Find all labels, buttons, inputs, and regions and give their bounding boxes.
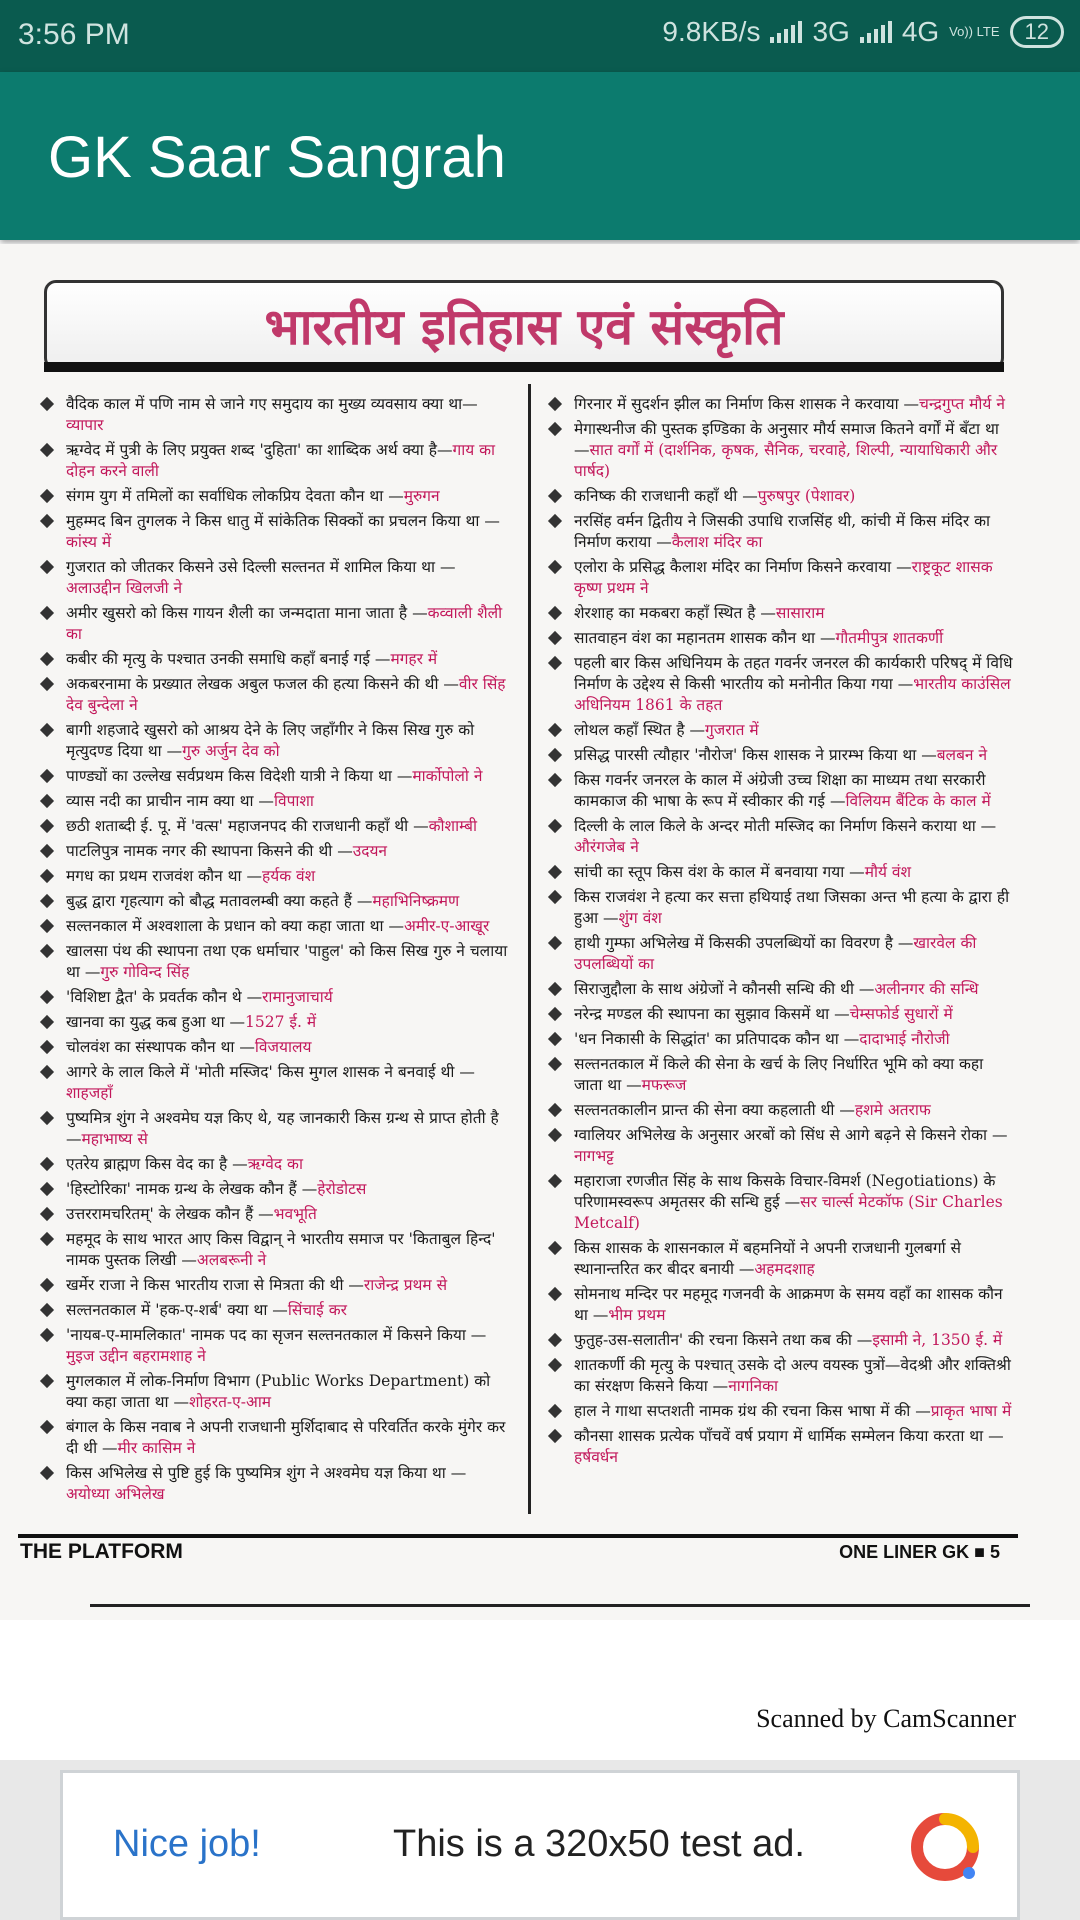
bullet-icon [548, 890, 562, 904]
gk-item [38, 1037, 508, 1058]
gk-item [546, 511, 1016, 553]
bullet-icon [40, 769, 54, 783]
gk-question: सांची का स्तूप किस वंश के काल में बनवाया गया — [574, 863, 865, 881]
bullet-icon [548, 422, 562, 436]
bullet-icon [548, 1032, 562, 1046]
gk-item [38, 1275, 508, 1296]
status-time: 3:56 PM [18, 18, 130, 51]
gk-answer: पुरुषपुर (पेशावर) [757, 487, 856, 505]
gk-question: शेरशाह का मकबरा कहाँ स्थित है — [574, 604, 776, 622]
gk-question: एलोरा के प्रसिद्ध कैलाश मंदिर का निर्माण किसने करवाया — [574, 558, 912, 576]
gk-item [546, 1330, 1016, 1351]
bullet-icon [40, 990, 54, 1004]
gk-item [546, 1054, 1016, 1096]
gk-answer: अयोध्या अभिलेख [66, 1485, 165, 1503]
gk-item [546, 419, 1016, 482]
gk-question: किस शासक के शासनकाल में बहमनियों ने अपनी राजधानी गुलबर्गा से स्थानान्तरित कर बीदर बनायी — [574, 1239, 962, 1278]
scanned-page-image[interactable] [0, 244, 1080, 1620]
gk-question: किस अभिलेख से पुष्टि हुई कि पुष्यमित्र शुंग ने अश्वमेघ यज्ञ किया था — [66, 1464, 467, 1482]
gk-question: फुतुह-उस-सलातीन' की रचना किसने तथा कब की — [574, 1331, 873, 1349]
bullet-icon [548, 773, 562, 787]
net-speed: 9.8KB/s [662, 16, 761, 47]
bullet-icon [40, 397, 54, 411]
gk-item [38, 1062, 508, 1104]
bullet-icon [548, 819, 562, 833]
gk-question: उत्तररामचरितम्' के लेखक कौन हैं — [66, 1205, 274, 1223]
gk-answer: मुइज उद्दीन बहरामशाह ने [66, 1347, 206, 1365]
bullet-icon [40, 1374, 54, 1388]
gk-question: 'विशिष्टा द्वैत' के प्रवर्तक कौन थे — [66, 988, 263, 1006]
gk-item [546, 1355, 1016, 1397]
gk-question: पहली बार किस अधिनियम के तहत गवर्नर जनरल की कार्यकारी परिषद् में विधि निर्माण के उद्देश्य से किसी भारतीय को मनोनीत किया गया — [574, 654, 1013, 693]
gk-question: महमूद के साथ भारत आए किस विद्वान् ने भारतीय समाज पर 'किताबुल हिन्द' नामक पुस्तक लिखी — [66, 1230, 496, 1269]
bullet-icon [548, 397, 562, 411]
bullet-icon [40, 1111, 54, 1125]
gk-item [546, 1004, 1016, 1025]
gk-question: पाण्ड्यों का उल्लेख सर्वप्रथम किस विदेशी यात्री ने किया था — [66, 767, 413, 785]
gk-question: सोमनाथ मन्दिर पर महमूद गजनवी के आक्रमण के समय वहाँ का शासक कौन था — [574, 1285, 1003, 1324]
gk-question: मुहम्मद बिन तुगलक ने किस धातु में सांकेतिक सिक्कों का प्रचलन किया था — [66, 512, 500, 530]
gk-question: मुगलकाल में लोक-निर्माण विभाग (Public Works Department) को क्या कहा जाता था — [66, 1372, 491, 1411]
bullet-icon [40, 514, 54, 528]
bullet-icon [548, 865, 562, 879]
bullet-icon [548, 1287, 562, 1301]
ad-nice-text: Nice job! [113, 1823, 261, 1865]
column-divider [528, 384, 531, 1514]
gk-item [546, 862, 1016, 883]
gk-question: व्यास नदी का प्राचीन नाम क्या था — [66, 792, 274, 810]
gk-question: सिराजुद्दौला के साथ अंग्रेजों ने कौनसी सन्धि की थी — [574, 980, 875, 998]
gk-answer: राष्ट्रकूट शासक कृष्ण प्रथम ने [574, 558, 993, 597]
gk-question: बुद्ध द्वारा गृहत्याग को बौद्ध मतावलम्बी क्या कहते हैं — [66, 892, 373, 910]
gk-item [38, 511, 508, 553]
gk-item [38, 1417, 508, 1459]
gk-question: प्रसिद्ध पारसी त्यौहार 'नौरोज' किस शासक ने प्रारम्भ किया था — [574, 746, 937, 764]
ad-logo-icon [909, 1811, 981, 1883]
gk-item [546, 1426, 1016, 1468]
gk-item [546, 1238, 1016, 1280]
bullet-icon [40, 869, 54, 883]
gk-question: पाटलिपुत्र नामक नगर की स्थापना किसने की थी — [66, 842, 353, 860]
bullet-icon [548, 1057, 562, 1071]
bullet-icon [548, 1241, 562, 1255]
battery-icon: 12 [1010, 16, 1064, 48]
gk-question: 'हिस्टोरिका' नामक ग्रन्थ के लेखक कौन हैं — [66, 1180, 318, 1198]
gk-question: अकबरनामा के प्रख्यात लेखक अबुल फजल की हत्या किसने की थी — [66, 675, 459, 693]
gk-question: कबीर की मृत्यु के पश्चात उनकी समाधि कहाँ बनाई गई — [66, 650, 391, 668]
gk-question: वैदिक काल में पणि नाम से जाने गए समुदाय का मुख्य व्यवसाय क्या था— [66, 395, 478, 413]
ad-banner[interactable] [60, 1770, 1020, 1920]
gk-item [38, 866, 508, 887]
gk-answer: मीर कासिम ने [117, 1439, 196, 1457]
bullet-icon [548, 1174, 562, 1188]
gk-answer: सासाराम [775, 604, 825, 622]
left-column [38, 394, 508, 1509]
gk-question: किस गवर्नर जनरल के काल में अंग्रेजी उच्च शिक्षा का माध्यम तथा सरकारी कामकाज की भाषा के रूप में स्वीकार की गई — [574, 771, 986, 810]
gk-answer: कौशाम्बी [428, 817, 478, 835]
gk-item [546, 720, 1016, 741]
gk-question: नरेन्द्र मण्डल की स्थापना का सुझाव किसमें था — [574, 1005, 850, 1023]
gk-answer: अलाउद्दीन खिलजी ने [66, 579, 183, 597]
gk-question: आगरे के लाल किले में 'मोती मस्जिद' किस मुगल शासक ने बनवाई थी — [66, 1063, 475, 1081]
bullet-icon [548, 1429, 562, 1443]
gk-answer: भारतीय काउंसिल अधिनियम 1861 के तहत [574, 675, 1011, 714]
bullet-icon [548, 1128, 562, 1142]
bullet-icon [40, 489, 54, 503]
gk-question: 'नायब-ए-मामलिकात' नामक पद का सृजन सल्तनतकाल में किसने किया — [66, 1326, 487, 1344]
page-heading: भारतीय इतिहास एवं संस्कृति [264, 297, 784, 356]
gk-answer: सात वर्गों में (दार्शनिक, कृषक, सैनिक, चरवाहे, शिल्पी, न्यायाधिकारी और पार्षद) [574, 441, 998, 480]
gk-item [38, 816, 508, 837]
gk-question: ऋग्वेद में पुत्री के लिए प्रयुक्त शब्द 'दुहिता' का शाब्दिक अर्थ क्या है— [66, 441, 453, 459]
gk-question: पुष्यमित्र शुंग ने अश्वमेघ यज्ञ किए थे, यह जानकारी किस ग्रन्थ से प्राप्त होती है — [66, 1109, 499, 1148]
gk-answer: हर्यक वंश [261, 867, 316, 885]
gk-item [38, 766, 508, 787]
volte-icon: Vo)) LTE [949, 24, 1000, 39]
gk-question: हाथी गुम्फा अभिलेख में किसकी उपलब्धियों का विवरण है — [574, 934, 914, 952]
gk-answer: कव्वाली शैली का [66, 604, 503, 643]
gk-answer: इसामी ने, 1350 ई. में [872, 1331, 1003, 1349]
gk-item [38, 941, 508, 983]
gk-answer: चन्द्रगुप्त मौर्य ने [919, 395, 1005, 413]
bullet-icon [40, 1420, 54, 1434]
gk-item [38, 791, 508, 812]
gk-item [38, 1179, 508, 1200]
gk-question: सल्तनतकाल में 'हक-ए-शर्ब' क्या था — [66, 1301, 288, 1319]
gk-question: नरसिंह वर्मन द्वितीय ने जिसकी उपाधि राजसिंह थी, कांची में किस मंदिर का निर्माण कराया — [574, 512, 991, 551]
bullet-icon [548, 656, 562, 670]
gk-question: दिल्ली के लाल किले के अन्दर मोती मस्जिद का निर्माण किसने कराया था — [574, 817, 997, 835]
gk-item [546, 745, 1016, 766]
gk-item [38, 1204, 508, 1225]
bullet-icon [40, 819, 54, 833]
gk-item [38, 1300, 508, 1321]
gk-item [38, 1012, 508, 1033]
gk-item [38, 557, 508, 599]
bullet-icon [40, 1207, 54, 1221]
bullet-icon [40, 1182, 54, 1196]
gk-question: एतरेय ब्राह्मण किस वेद का है — [66, 1155, 248, 1173]
bullet-icon [40, 1328, 54, 1342]
gk-answer: व्यापार [66, 416, 104, 434]
gk-question: मेगास्थनीज की पुस्तक इण्डिका के अनुसार मौर्य समाज कितने वर्गों में बँटा था — [574, 420, 999, 459]
bullet-icon [548, 748, 562, 762]
bullet-icon [40, 677, 54, 691]
gk-answer: दादाभाई नौरोजी [859, 1030, 950, 1048]
gk-item [38, 891, 508, 912]
signal-icon-2 [860, 21, 892, 43]
gk-answer: अमीर-ए-आखूर [403, 917, 490, 935]
gk-question: संगम युग में तमिलों का सर्वाधिक लोकप्रिय देवता कौन था — [66, 487, 404, 505]
gk-item [546, 1029, 1016, 1050]
gk-answer: नागनिका [728, 1377, 779, 1395]
bullet-icon [40, 1065, 54, 1079]
gk-question: गुजरात को जीतकर किसने उसे दिल्ली सल्तनत में शामिल किया था — [66, 558, 456, 576]
gk-item [38, 486, 508, 507]
gk-answer: मफरूज [641, 1076, 687, 1094]
gk-answer: महाभाष्य से [81, 1130, 148, 1148]
gk-question: बागी शहजादे खुसरो को आश्रय देने के लिए जहाँगीर ने किस सिख गुरु को मृत्युदण्ड दिया था — [66, 721, 475, 760]
bullet-icon [548, 489, 562, 503]
gk-item [38, 1108, 508, 1150]
gk-item [38, 1463, 508, 1505]
gk-question: ग्वालियर अभिलेख के अनुसार अरबों को सिंध से आगे बढ़ने से किसने रोका — [574, 1126, 1008, 1144]
footer-page-label: ONE LINER GK ■ 5 [839, 1542, 1000, 1562]
gk-question: कौनसा शासक प्रत्येक पाँचवें वर्ष प्रयाग में धार्मिक सम्मेलन किया करता था — [574, 1427, 1004, 1445]
gk-question: किस राजवंश ने हत्या कर सत्ता हथियाई तथा जिसका अन्त भी हत्या के द्वारा ही हुआ — [574, 888, 1010, 927]
gk-question: सल्तनतकाल में किले की सेना के खर्च के लिए निर्धारित भूमि को क्या कहा जाता था — [574, 1055, 984, 1094]
bullet-icon [548, 606, 562, 620]
gk-answer: राजेन्द्र प्रथम से [363, 1276, 448, 1294]
bullet-icon [548, 982, 562, 996]
bullet-icon [548, 1358, 562, 1372]
gk-question: महाराजा रणजीत सिंह के साथ किसके विचार-विमर्श (Negotiations) के परिणामस्वरूप अमृतसर की सन्धि हुई — [574, 1172, 996, 1211]
bullet-icon [40, 606, 54, 620]
bullet-icon [40, 844, 54, 858]
bullet-icon [40, 1466, 54, 1480]
status-icons [662, 16, 1064, 48]
gk-answer: खारवेल की उपलब्धियों का [574, 934, 977, 973]
bullet-icon [548, 560, 562, 574]
bullet-icon [548, 514, 562, 528]
gk-item [546, 770, 1016, 812]
gk-answer: वीर सिंह देव बुन्देला ने [66, 675, 506, 714]
bullet-icon [40, 919, 54, 933]
gk-item [546, 1284, 1016, 1326]
gk-answer: अलबरूनी ने [196, 1251, 267, 1269]
gk-item [38, 987, 508, 1008]
gk-answer: हर्षवर्धन [574, 1448, 618, 1466]
gk-answer: सर चार्ल्स मेटकॉफ (Sir Charles Metcalf) [574, 1193, 1003, 1232]
gk-item [546, 1125, 1016, 1167]
gk-answer: रामानुजाचार्य [262, 988, 333, 1006]
net-3g-label: 3G [812, 16, 850, 47]
bullet-icon [548, 1103, 562, 1117]
gk-answer: अलीनगर की सन्धि [874, 980, 979, 998]
gk-item [38, 841, 508, 862]
signal-icon [770, 21, 802, 43]
status-bar [0, 0, 1080, 72]
bullet-icon [548, 1007, 562, 1021]
gk-item [546, 628, 1016, 649]
gk-answer: विलियम बैंटिक के काल में [845, 792, 991, 810]
gk-item [546, 394, 1016, 415]
gk-item [38, 916, 508, 937]
right-column [546, 394, 1016, 1472]
bullet-icon [548, 1333, 562, 1347]
gk-item [546, 603, 1016, 624]
gk-answer: महाभिनिष्क्रमण [372, 892, 460, 910]
gk-item [38, 1154, 508, 1175]
gk-question: चोलवंश का संस्थापक कौन था — [66, 1038, 255, 1056]
gk-item [546, 1100, 1016, 1121]
gk-answer: सिंचाई कर [287, 1301, 347, 1319]
gk-question: गिरनार में सुदर्शन झील का निर्माण किस शासक ने करवाया — [574, 395, 920, 413]
gk-item [38, 1229, 508, 1271]
gk-answer: 1527 ई. में [245, 1013, 317, 1031]
gk-item [38, 394, 508, 436]
gk-answer: ऋग्वेद का [247, 1155, 303, 1173]
gk-item [38, 674, 508, 716]
gk-question: खालसा पंथ की स्थापना तथा एक धर्माचार 'पाहुल' को किस सिख गुरु ने चलाया था — [66, 942, 508, 981]
gk-question: लोथल कहाँ स्थित है — [574, 721, 705, 739]
app-title: GK Saar Sangrah [48, 125, 506, 190]
gk-item [38, 720, 508, 762]
ad-text: This is a 320x50 test ad. [393, 1823, 805, 1865]
bullet-icon [40, 1278, 54, 1292]
gk-answer: नागभट्ट [574, 1147, 614, 1165]
gk-question: सल्तनकाल में अश्वशाला के प्रधान को क्या कहा जाता था — [66, 917, 404, 935]
bullet-icon [548, 936, 562, 950]
gk-question: 'धन निकासी के सिद्धांत' का प्रतिपादक कौन था — [574, 1030, 860, 1048]
ad-container [0, 1760, 1080, 1920]
gk-item [38, 649, 508, 670]
bullet-icon [40, 1040, 54, 1054]
bullet-icon [40, 1157, 54, 1171]
gk-answer: गौतमीपुत्र शातकर्णी [835, 629, 944, 647]
bullet-icon [40, 443, 54, 457]
gk-answer: मगहर में [390, 650, 438, 668]
scanned-by-label: Scanned by CamScanner [756, 1704, 1016, 1733]
net-4g-label: 4G [901, 16, 940, 47]
gk-answer: भीम प्रथम [608, 1306, 666, 1324]
bullet-icon [548, 723, 562, 737]
gk-item [546, 1171, 1016, 1234]
gk-answer: गुरु गोविन्द सिंह [100, 963, 190, 981]
gk-answer: शुंग वंश [618, 909, 662, 927]
bullet-icon [40, 723, 54, 737]
gk-question: छठी शताब्दी ई. पू. में 'वत्स' महाजनपद की राजधानी कहाँ थी — [66, 817, 429, 835]
heading-box [44, 280, 1004, 370]
gk-question: कनिष्क की राजधानी कहाँ थी — [574, 487, 758, 505]
gk-item [546, 816, 1016, 858]
gk-answer: मुरुगन [403, 487, 440, 505]
gk-item [546, 653, 1016, 716]
bullet-icon [40, 560, 54, 574]
bullet-icon [40, 1232, 54, 1246]
footer-brand: THE PLATFORM [20, 1540, 183, 1563]
gk-answer: कैलाश मंदिर का [671, 533, 763, 551]
gk-item [546, 887, 1016, 929]
gk-item [546, 557, 1016, 599]
bullet-icon [40, 1015, 54, 1029]
bullet-icon [40, 794, 54, 808]
gk-answer: मार्कोपोलो ने [412, 767, 483, 785]
gk-answer: हेरोडोटस [317, 1180, 367, 1198]
gk-item [546, 979, 1016, 1000]
gk-answer: अहमदशाह [754, 1260, 815, 1278]
gk-answer: शाहजहाँ [66, 1084, 113, 1102]
footer-rule [18, 1534, 1018, 1538]
gk-answer: मौर्य वंश [864, 863, 912, 881]
gk-question: हाल ने गाथा सप्तशती नामक ग्रंथ की रचना किस भाषा में की — [574, 1402, 931, 1420]
bullet-icon [40, 652, 54, 666]
bullet-icon [40, 944, 54, 958]
bullet-icon [548, 1404, 562, 1418]
gk-answer: शोहरत-ए-आम [188, 1393, 272, 1411]
gk-question: सातवाहन वंश का महानतम शासक कौन था — [574, 629, 836, 647]
gk-item [38, 440, 508, 482]
gk-answer: भवभूति [273, 1205, 317, 1223]
gk-answer: गुरु अर्जुन देव को [182, 742, 280, 760]
gk-question: अमीर खुसरो को किस गायन शैली का जन्मदाता माना जाता है — [66, 604, 428, 622]
gk-item [546, 486, 1016, 507]
gk-question: मगध का प्रथम राजवंश कौन था — [66, 867, 262, 885]
gk-answer: चेम्सफोर्ड सुधारों में [849, 1005, 953, 1023]
gk-question: खानवा का युद्ध कब हुआ था — [66, 1013, 246, 1031]
gk-item [38, 1371, 508, 1413]
gk-answer: बलबन ने [936, 746, 988, 764]
gk-item [38, 1325, 508, 1367]
gk-answer: प्राकृत भाषा में [930, 1402, 1012, 1420]
gk-question: शातकर्णी की मृत्यु के पश्चात् उसके दो अल्प वयस्क पुत्रों—वेदश्री और शक्तिश्री का संरक्षण किसने किया — [574, 1356, 1011, 1395]
gk-answer: हशमे अतराफ [854, 1101, 931, 1119]
gk-answer: कांस्य में [66, 533, 112, 551]
gk-answer: विजयालय [254, 1038, 312, 1056]
gk-answer: उदयन [352, 842, 388, 860]
bullet-icon [548, 631, 562, 645]
gk-item [546, 933, 1016, 975]
gk-answer: गुजरात में [705, 721, 759, 739]
page-bottom-line [90, 1604, 1030, 1607]
gk-answer: औरंगजेब ने [574, 838, 639, 856]
bullet-icon [40, 1303, 54, 1317]
gk-answer: विपाशा [273, 792, 314, 810]
gk-item [38, 603, 508, 645]
gk-question: सल्तनतकालीन प्रान्त की सेना क्या कहलाती थी — [574, 1101, 855, 1119]
heading-rule [44, 362, 1004, 372]
gk-question: खर्मेर राजा ने किस भारतीय राजा से मित्रता की थी — [66, 1276, 364, 1294]
bullet-icon [40, 894, 54, 908]
gk-answer: गाय का दोहन करने वाली [66, 441, 496, 480]
gk-question: बंगाल के किस नवाब ने अपनी राजधानी मुर्शिदाबाद से परिवर्तित करके मुंगेर कर दी थी — [66, 1418, 506, 1457]
gk-item [546, 1401, 1016, 1422]
app-bar [0, 72, 1080, 240]
